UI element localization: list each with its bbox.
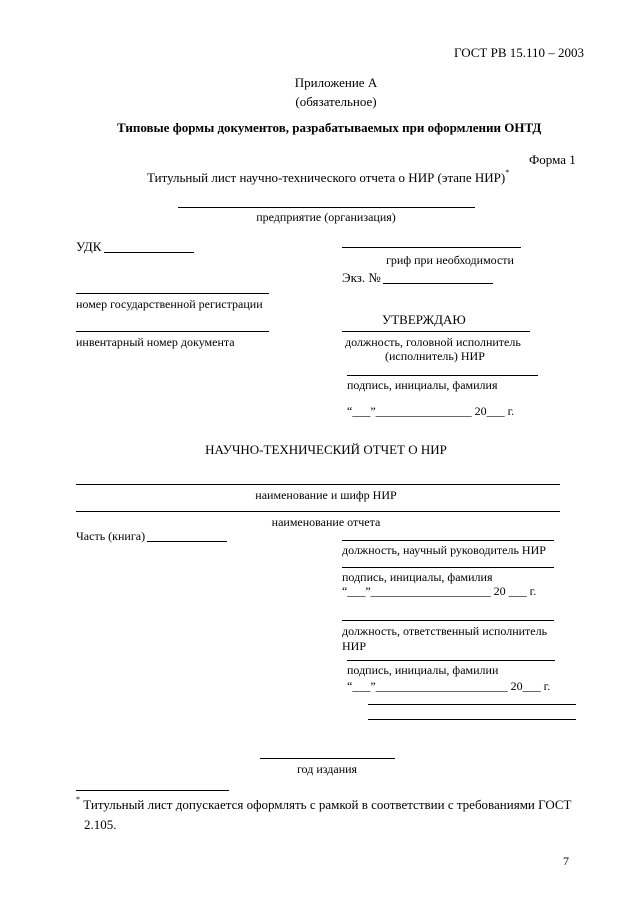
standard-header: ГОСТ РВ 15.110 – 2003 xyxy=(454,45,585,60)
supervisor-signature-line xyxy=(342,567,554,568)
page-number: 7 xyxy=(563,854,569,868)
inventory-line xyxy=(76,331,269,332)
approve-label: УТВЕРЖДАЮ xyxy=(382,312,466,327)
year-line xyxy=(260,758,395,759)
extra-line-1 xyxy=(368,704,576,705)
form-title xyxy=(147,168,510,185)
copy-label: Экз. № xyxy=(342,270,381,285)
supervisor-date: “___”____________________ 20 ___ г. xyxy=(342,584,537,598)
approver-signature-caption: подпись, инициалы, фамилия xyxy=(347,378,498,392)
executor-position-caption-2: НИР xyxy=(342,639,367,653)
approver-position-caption: должность, головной исполнитель xyxy=(345,335,521,349)
supervisor-position-line xyxy=(342,540,554,541)
approver-position-line xyxy=(342,331,530,332)
executor-date: “___”______________________ 20___ г. xyxy=(347,679,551,693)
supervisor-signature-caption: подпись, инициалы, фамилия xyxy=(342,570,493,584)
inventory-caption: инвентарный номер документа xyxy=(76,335,235,349)
appendix-heading: Типовые формы документов, разрабатываемых при оформлении ОНТД xyxy=(117,120,542,135)
footnote-line1-text: Титульный лист допускается оформлять с рамкой в соответствии с требованиями ГОСТ xyxy=(83,797,572,812)
year-caption: год издания xyxy=(296,762,358,776)
footnote-line2: 2.105. xyxy=(84,817,117,832)
secrecy-caption: гриф при необходимости xyxy=(386,253,514,267)
executor-position-line xyxy=(342,620,554,621)
executor-position-caption-1: должность, ответственный исполнитель xyxy=(342,624,548,638)
footnote-line1 xyxy=(76,795,572,812)
appendix-title: Приложение А xyxy=(294,75,378,90)
research-name-caption: наименование и шифр НИР xyxy=(255,488,397,502)
footnote-separator xyxy=(76,790,229,791)
part-line xyxy=(147,541,227,542)
executor-signature-line xyxy=(347,660,555,661)
registration-line xyxy=(76,293,269,294)
form-number: Форма 1 xyxy=(529,152,576,167)
report-title: НАУЧНО-ТЕХНИЧЕСКИЙ ОТЧЕТ О НИР xyxy=(205,442,447,457)
approver-role-caption: (исполнитель) НИР xyxy=(385,349,485,363)
research-name-line xyxy=(76,484,560,485)
secrecy-line xyxy=(342,247,521,248)
approver-signature-line xyxy=(347,375,538,376)
report-name-caption: наименование отчета xyxy=(271,515,381,529)
part-label: Часть (книга) xyxy=(76,529,146,543)
approve-date: “___”________________ 20___ г. xyxy=(347,404,515,418)
copy-line xyxy=(383,283,493,284)
footnote-mark: * xyxy=(76,795,80,804)
udk-label: УДК xyxy=(76,239,102,254)
extra-line-2 xyxy=(368,719,576,720)
executor-signature-caption: подпись, инициалы, фамилии xyxy=(347,663,499,677)
footnote-reference: * xyxy=(505,168,510,177)
supervisor-position-caption: должность, научный руководитель НИР xyxy=(342,543,546,557)
appendix-status: (обязательное) xyxy=(295,94,377,109)
udk-line xyxy=(104,252,194,253)
organization-caption: предприятие (организация) xyxy=(256,210,396,224)
form-title-text: Титульный лист научно-технического отчета о НИР (этапе НИР) xyxy=(147,170,506,185)
registration-caption: номер государственной регистрации xyxy=(76,297,263,311)
report-name-line xyxy=(76,511,560,512)
organization-line xyxy=(178,207,475,208)
